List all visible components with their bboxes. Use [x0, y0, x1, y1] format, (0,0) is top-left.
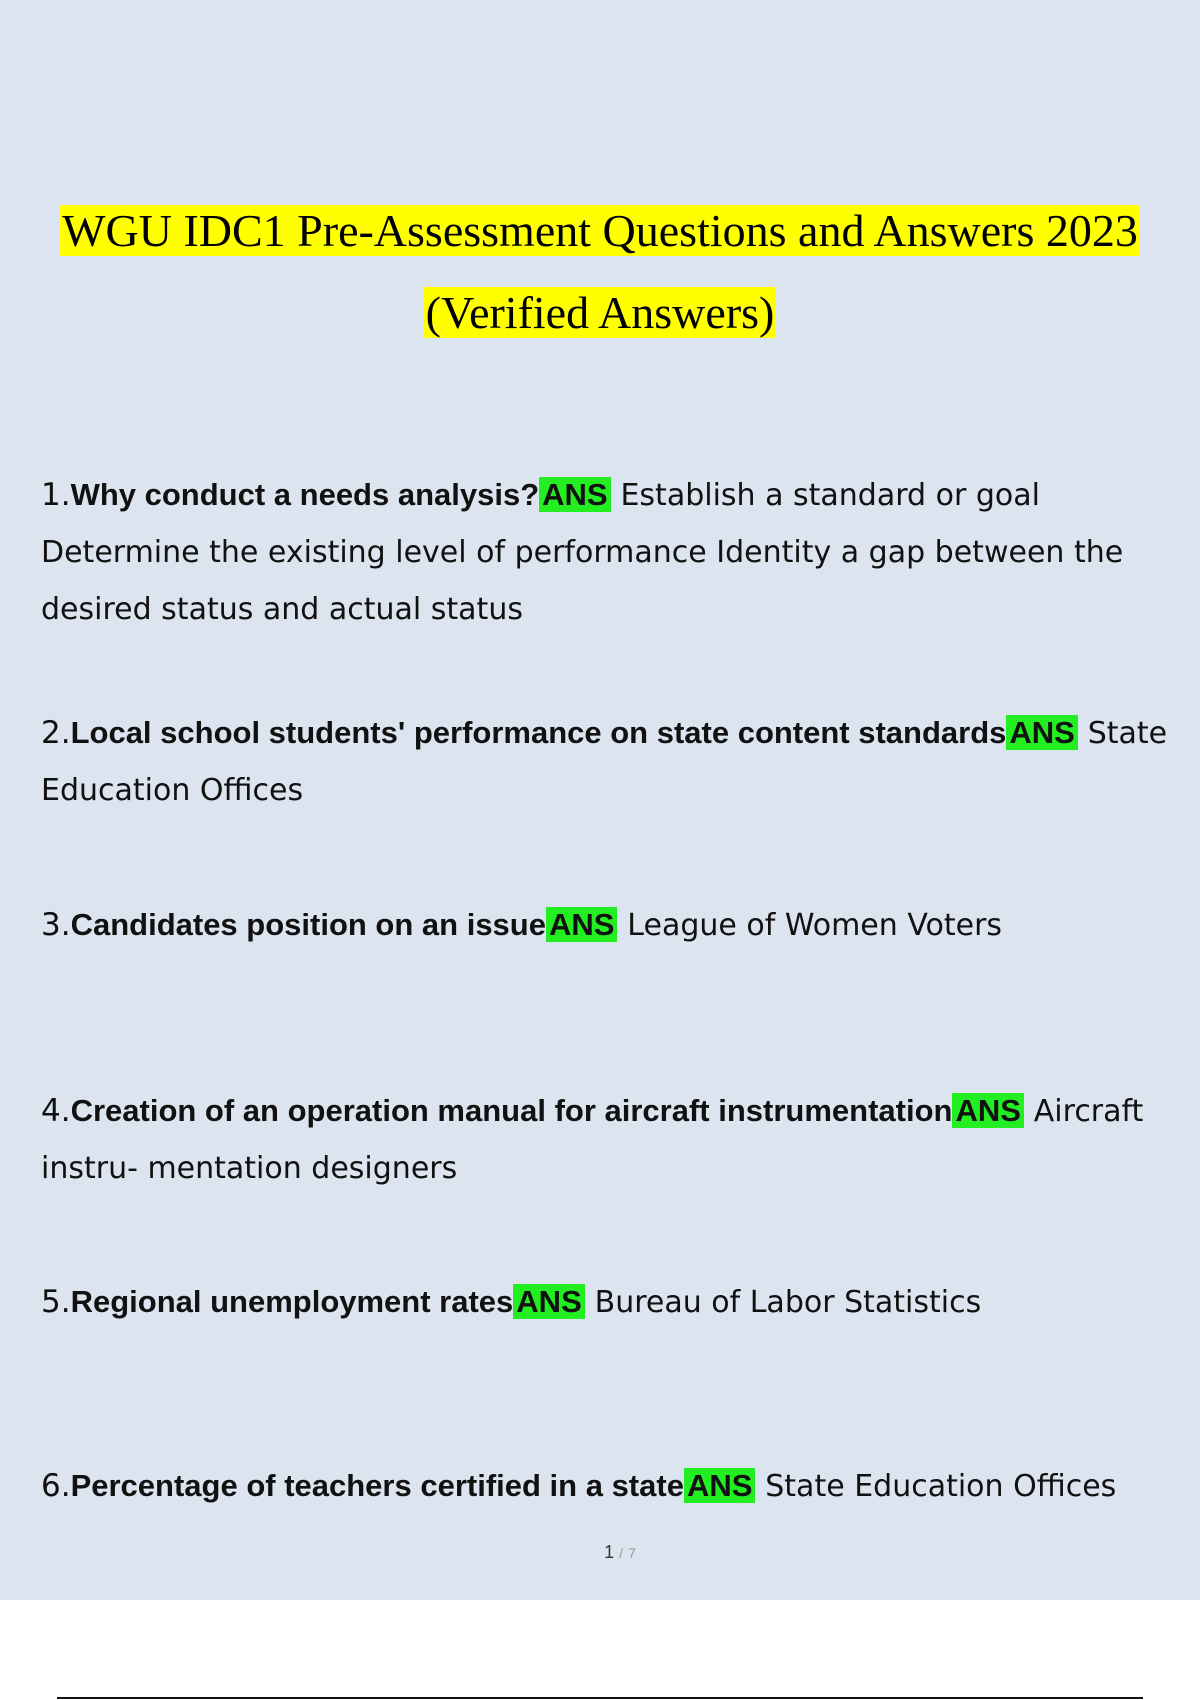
answer-text: Bureau of Labor Statistics [594, 1285, 982, 1320]
question-text: Why conduct a needs analysis? [70, 477, 540, 512]
question-text: Candidates position on an issue [70, 907, 546, 942]
answer-text: State Education Offices [765, 1469, 1117, 1504]
ans-label: ANS [513, 1284, 584, 1319]
question-number: 2. [41, 715, 71, 751]
ans-label: ANS [539, 477, 610, 512]
question-text: Local school students' performance on state content standards [70, 715, 1007, 750]
page-separator: / [619, 1545, 624, 1561]
question-number: 3. [41, 907, 71, 943]
title-line-1: WGU IDC1 Pre-Assessment Questions and Answers 2023 [62, 205, 1138, 256]
question-text: Regional unemployment rates [70, 1284, 514, 1319]
question-item-1 [41, 466, 1190, 638]
question-number: 6. [41, 1468, 71, 1504]
title-line-2: (Verified Answers) [425, 287, 775, 338]
bottom-divider [57, 1697, 1143, 1699]
total-pages: 7 [628, 1545, 636, 1561]
answer-text: Aircraft instru- mentation designers [41, 1094, 1144, 1186]
answer-text: Establish a standard or goal Determine the existing level of performance Identity a gap between the desired status and actual status [41, 478, 1124, 627]
question-text: Creation of an operation manual for aircraft instrumentation [70, 1093, 953, 1128]
question-item-2 [41, 704, 1190, 819]
ans-label: ANS [1006, 715, 1077, 750]
ans-label: ANS [952, 1093, 1023, 1128]
question-item-6 [41, 1457, 1190, 1515]
ans-label: ANS [684, 1468, 755, 1503]
current-page: 1 [604, 1542, 615, 1562]
question-number: 1. [41, 477, 71, 513]
question-number: 4. [41, 1093, 71, 1129]
question-number: 5. [41, 1284, 71, 1320]
answer-text: League of Women Voters [627, 908, 1003, 943]
question-text: Percentage of teachers certified in a state [70, 1468, 684, 1503]
question-item-5 [41, 1273, 1190, 1331]
answer-text: State Education Offices [41, 716, 1168, 808]
question-item-4 [41, 1082, 1190, 1197]
ans-label: ANS [546, 907, 617, 942]
page-indicator [0, 1542, 1200, 1563]
document-title [0, 190, 1200, 354]
question-item-3 [41, 896, 1190, 954]
